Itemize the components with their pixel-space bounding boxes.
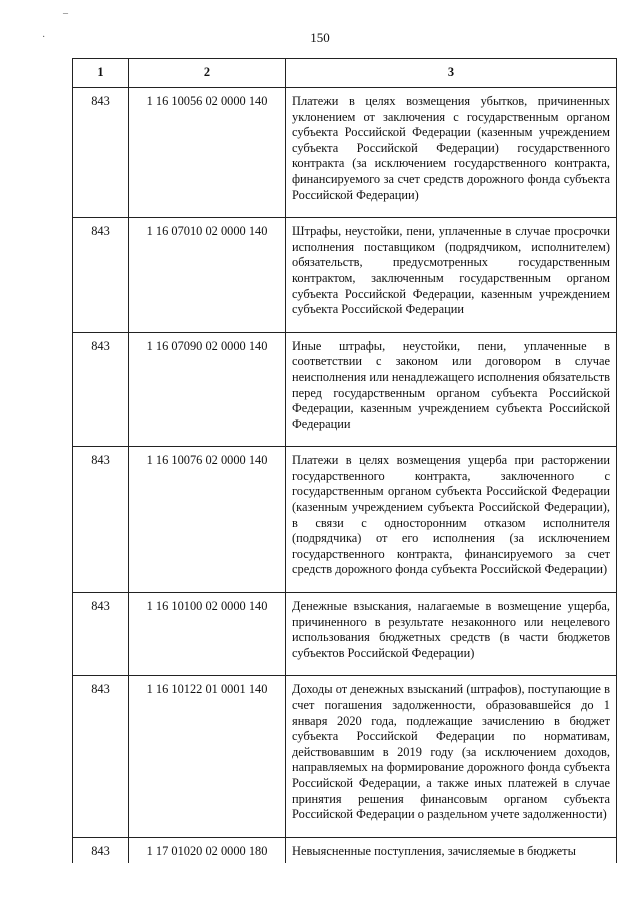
description-cell: Денежные взыскания, налагаемые в возмещение ущерба, причиненного в результате незаконного или нецелевого использования бюджетных средств (в части бюджетов субъектов Российской Федерации): [286, 593, 617, 676]
scan-mark: ·: [42, 32, 46, 43]
revenue-code-cell: 1 16 07090 02 0000 140: [129, 332, 286, 447]
table-row: [73, 218, 617, 333]
admin-code-cell: 843: [73, 88, 129, 218]
table-row: [73, 332, 617, 447]
revenue-code-cell: 1 16 10056 02 0000 140: [129, 88, 286, 218]
column-header: 3: [286, 59, 617, 88]
table-row: [73, 837, 617, 863]
revenue-code-cell: 1 17 01020 02 0000 180: [129, 837, 286, 863]
column-header: 2: [129, 59, 286, 88]
description-cell: Иные штрафы, неустойки, пени, уплаченные в соответствии с законом или договором в случае неисполнения или ненадлежащего исполнения обязательств перед государственным органом субъекта Российской Федерации, казенным учреждением субъекта Российской Федерации: [286, 332, 617, 447]
admin-code-cell: 843: [73, 332, 129, 447]
page-number: 150: [310, 30, 330, 45]
admin-code-cell: 843: [73, 218, 129, 333]
admin-code-cell: 843: [73, 837, 129, 863]
description-cell: Платежи в целях возмещения убытков, причиненных уклонением от заключения с государственным органом субъекта Российской Федерации (казенным учреждением субъекта Российской Федерации) государственного контракта (за исключением государственного контракта, финансируемого за счет средств дорожного фонда субъекта Российской Федерации): [286, 88, 617, 218]
table-row: [73, 676, 617, 837]
column-header: 1: [73, 59, 129, 88]
admin-code-cell: 843: [73, 676, 129, 837]
header-row: [73, 59, 617, 88]
admin-code-cell: 843: [73, 447, 129, 593]
description-cell: Платежи в целях возмещения ущерба при расторжении государственного контракта, заключенного с государственным органом субъекта Российской Федерации (казенным учреждением субъекта Российской Федерации), в связи с односторонним отказом исполнителя (подрядчика) от его исполнения (за исключением государственного контракта, финансируемого за счет средств дорожного фонда субъекта Российской Федерации): [286, 447, 617, 593]
revenue-code-cell: 1 16 10076 02 0000 140: [129, 447, 286, 593]
budget-codes-table: [72, 58, 617, 863]
table-row: [73, 593, 617, 676]
table-row: [73, 447, 617, 593]
table-row: [73, 88, 617, 218]
description-cell: Невыясненные поступления, зачисляемые в бюджеты: [286, 837, 617, 863]
revenue-code-cell: 1 16 07010 02 0000 140: [129, 218, 286, 333]
revenue-code-cell: 1 16 10122 01 0001 140: [129, 676, 286, 837]
revenue-code-cell: 1 16 10100 02 0000 140: [129, 593, 286, 676]
admin-code-cell: 843: [73, 593, 129, 676]
scan-mark: –: [63, 8, 68, 19]
description-cell: Доходы от денежных взысканий (штрафов), поступающие в счет погашения задолженности, образовавшейся до 1 января 2020 года, подлежащие зачислению в бюджет субъекта Российской Федерации по нормативам, действовавшим в 2019 году (за исключением доходов, направляемых на формирование дорожного фонда субъекта Российской Федерации, а также иных платежей в случае принятия решения финансовым органом субъекта Российской Федерации о раздельном учете задолженности): [286, 676, 617, 837]
description-cell: Штрафы, неустойки, пени, уплаченные в случае просрочки исполнения поставщиком (подрядчиком, исполнителем) обязательств, предусмотренных государственным контрактом, заключенным государственным органом субъекта Российской Федерации, казенным учреждением субъекта Российской Федерации: [286, 218, 617, 333]
